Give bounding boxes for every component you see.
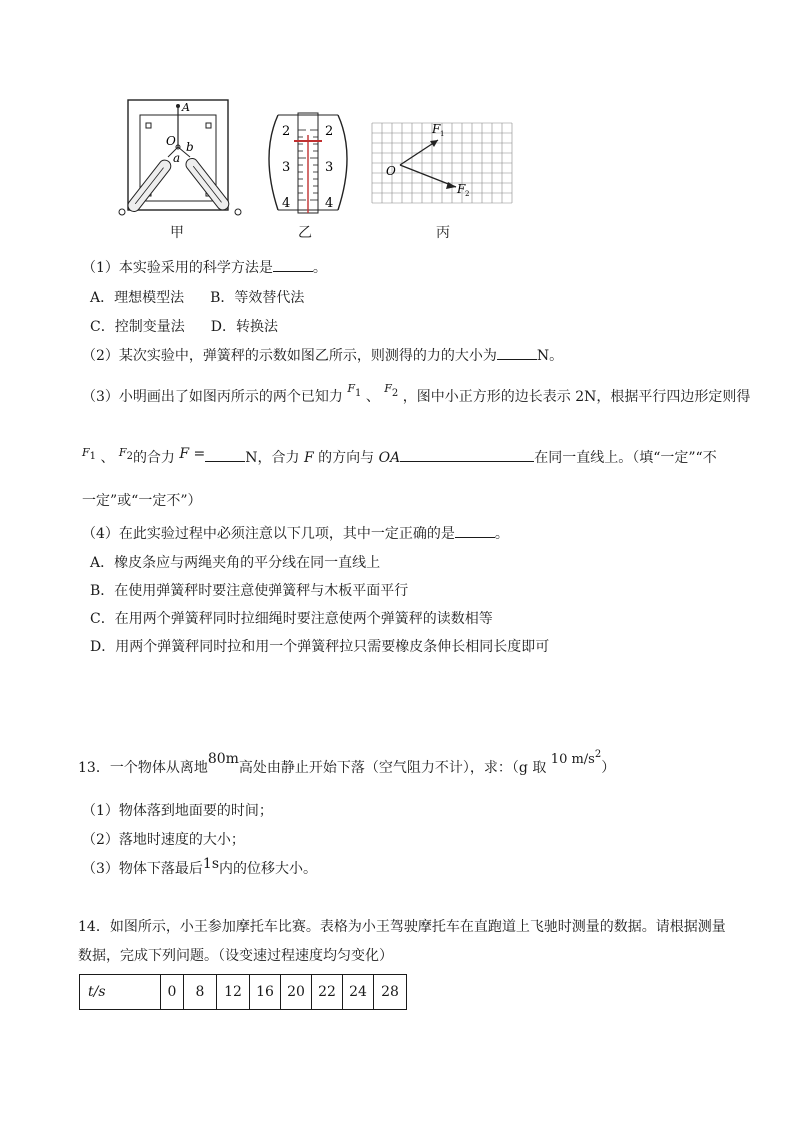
q12-part4-option-b: B．在使用弹簧秤时要注意使弹簧秤与木板平面平行: [90, 583, 409, 599]
force-F2-sub: 2: [126, 451, 133, 462]
bing-label-F1-sub: 1: [440, 130, 445, 138]
scale-right-4: 4: [325, 196, 334, 211]
q13-time: 1s: [202, 856, 220, 872]
q12-part4: [82, 523, 509, 543]
q12-part3-text-a: （3）小明画出了如图丙所示的两个已知力: [82, 389, 343, 405]
figure-bing: [372, 122, 512, 203]
table-cell: 24: [343, 975, 374, 1010]
q13-part2: （2）落地时速度的大小；: [82, 832, 245, 848]
q12-part4-option-d: D．用两个弹簧秤同时拉和用一个弹簧秤拉只需要橡皮条伸长相同长度即可: [90, 639, 550, 655]
bing-label-F2-sub: 2: [465, 190, 470, 198]
scale-left-4: 4: [282, 196, 291, 211]
option-c: C．控制变量法: [90, 319, 185, 335]
label-A: A: [182, 101, 190, 114]
q13-stem-a: 13．一个物体从离地: [78, 760, 208, 776]
table-cell: 28: [374, 975, 407, 1010]
option-d: D．转换法: [210, 319, 278, 335]
caption-bing: 丙: [436, 225, 450, 241]
table-cell: 0: [161, 975, 184, 1010]
label-a: a: [173, 151, 181, 165]
q13-part3-text-b: 内的位移大小。: [219, 861, 318, 877]
scale-left-3: 3: [282, 160, 291, 175]
segment-OA: OA: [378, 450, 401, 466]
q14-data-table: [79, 974, 407, 1010]
table-row: [80, 975, 407, 1010]
q14-stem-line1: 14．如图所示，小王参加摩托车比赛。表格为小王驾驶摩托车在直跑道上飞驰时测量的数据。请根据测量: [78, 919, 726, 935]
q13-stem-b: 高处由静止开始下落（空气阻力不计），求：（g 取: [238, 760, 547, 776]
label-b: b: [186, 140, 194, 154]
q12-part2-end: N。: [536, 348, 564, 364]
table-cell: 8: [184, 975, 217, 1010]
q13-stem: [78, 749, 616, 777]
q12-part3-line1: [82, 382, 751, 406]
q12-part3-line3: [82, 490, 201, 510]
resultant-F: F: [304, 450, 314, 466]
answer-blank[interactable]: [205, 447, 245, 462]
table-header-cell: t/s: [80, 975, 161, 1010]
force-F1: F: [82, 446, 90, 459]
q12-part3-text-g: 一定”或“一定不”）: [82, 493, 202, 509]
bing-label-O: O: [386, 164, 396, 178]
q12-part1-text: （1）本实验采用的科学方法是: [82, 260, 273, 276]
q14-stem-line2: 数据，完成下列问题。（设变速过程速度均匀变化）: [78, 948, 393, 964]
table-cell: 16: [250, 975, 281, 1010]
q12-part4-option-a: A．橡皮条应与两绳夹角的平分线在同一直线上: [90, 555, 381, 571]
bing-label-F2: F: [457, 182, 466, 196]
caption-yi: 乙: [298, 225, 312, 241]
q12-part3-text-d: N，合力: [245, 450, 300, 466]
q12-part3-text-f: 在同一直线上。（填“一定”“不: [534, 450, 717, 466]
scale-right-2: 2: [325, 124, 334, 139]
force-F1-sub: 1: [355, 388, 362, 399]
q13-g-exponent: 2: [594, 749, 602, 761]
q12-part3-text-e: 的方向与: [318, 450, 375, 466]
force-F2-sub: 2: [391, 388, 399, 399]
force-F1-sub: 1: [89, 451, 97, 462]
separator: 、: [100, 450, 115, 466]
q13-part3-text-a: （3）物体下落最后: [82, 861, 203, 877]
q13-g-value: 10 m/s: [550, 752, 595, 767]
resultant-F-eq: F =: [179, 446, 206, 462]
q13-part1: （1）物体落到地面要的时间；: [82, 803, 273, 819]
label-O: O: [166, 134, 176, 148]
q12-part2: [82, 345, 563, 365]
q12-part1-end: 。: [312, 260, 327, 276]
force-F1: F: [347, 382, 355, 395]
q12-options-row1: [90, 287, 304, 307]
q12-part4-end: 。: [494, 526, 509, 542]
answer-blank[interactable]: [400, 447, 534, 462]
q13-stem-c: ）: [601, 760, 616, 776]
figure-jia: [119, 100, 241, 215]
answer-blank[interactable]: [497, 345, 537, 360]
q13-height: 80m: [207, 751, 239, 767]
caption-jia: 甲: [170, 225, 184, 241]
table-cell: 22: [312, 975, 343, 1010]
q12-part3-text-b: ，图中小正方形的边长表示 2N，根据平行四边形定则得: [402, 389, 751, 405]
option-a: A．理想模型法: [90, 290, 185, 306]
separator: 、: [365, 389, 380, 405]
table-cell: 12: [217, 975, 250, 1010]
force-F2: F: [118, 446, 127, 459]
q12-part4-text: （4）在此实验过程中必须注意以下几项，其中一定正确的是: [82, 526, 455, 542]
q12-part1: [82, 257, 327, 277]
scale-left-2: 2: [282, 124, 291, 139]
force-F2: F: [384, 382, 392, 395]
scale-right-3: 3: [325, 160, 334, 175]
q13-part3: [82, 858, 317, 878]
table-cell: 20: [281, 975, 312, 1010]
q12-part3-line2: [82, 447, 717, 467]
figure-yi: [269, 113, 347, 213]
q12-part3-text-c: 的合力: [132, 450, 175, 466]
q12-part4-option-c: C．在用两个弹簧秤同时拉细绳时要注意使两个弹簧秤的读数相等: [90, 611, 493, 627]
q12-part2-text: （2）某次实验中，弹簧秤的示数如图乙所示，则测得的力的大小为: [82, 348, 497, 364]
q12-options-row2: [90, 316, 278, 336]
answer-blank[interactable]: [273, 257, 313, 272]
bing-label-F1: F: [432, 122, 441, 136]
option-b: B．等效替代法: [210, 290, 305, 306]
answer-blank[interactable]: [455, 523, 495, 538]
